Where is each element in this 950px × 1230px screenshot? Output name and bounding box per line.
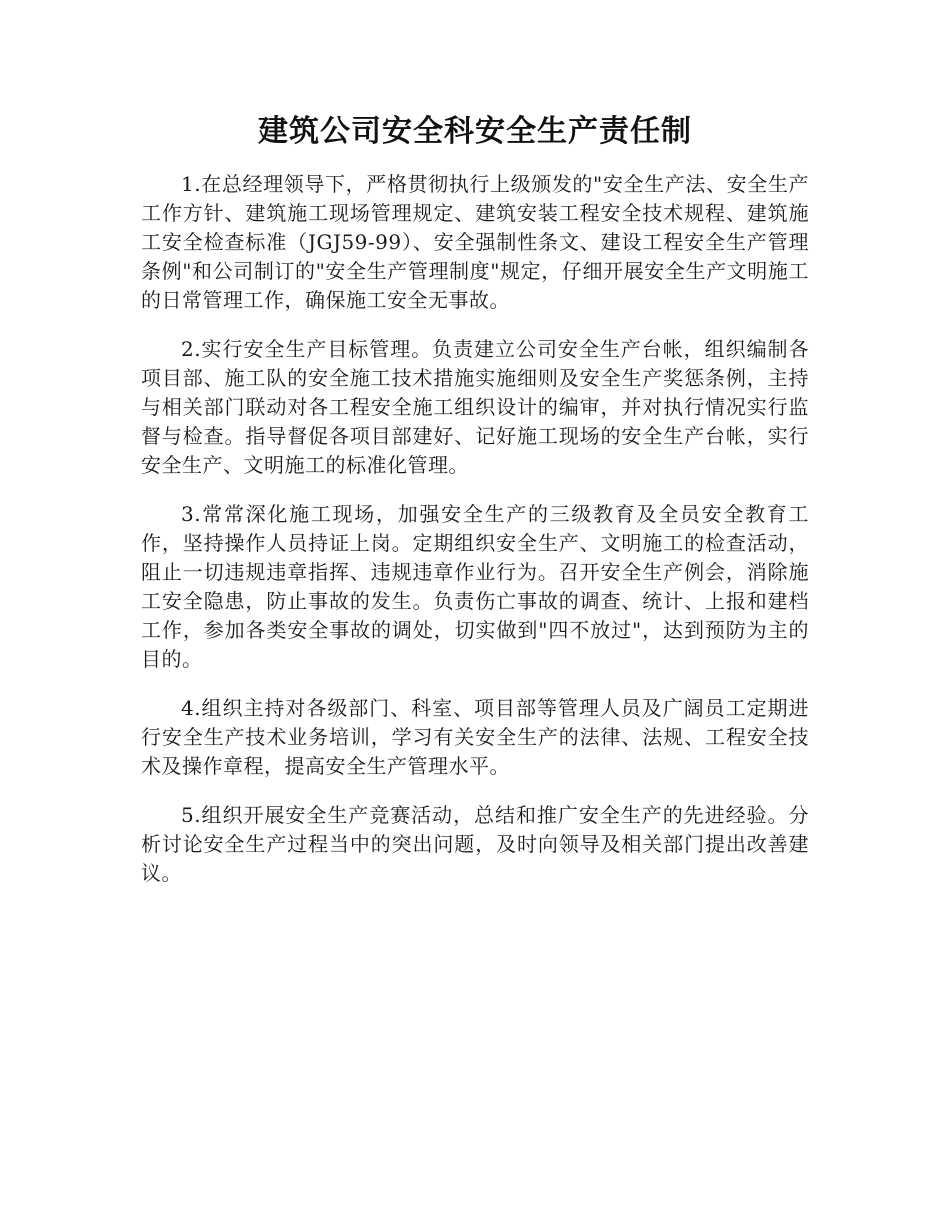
- paragraph-5: 5.组织开展安全生产竞赛活动，总结和推广安全生产的先进经验。分析讨论安全生产过程当中的突出问题，及时向领导及相关部门提出改善建议。: [141, 803, 809, 885]
- paragraph-3: 3.常常深化施工现场，加强安全生产的三级教育及全员安全教育工作，坚持操作人员持证上岗。定期组织安全生产、文明施工的检查活动，阻止一切违规违章指挥、违规违章作业行为。召开安全生产例会，消除施工安全隐患，防止事故的发生。负责伤亡事故的调查、统计、上报和建档工作，参加各类安全事故的调处，切实做到"四不放过"，达到预防为主的目的。: [141, 502, 809, 671]
- paragraph-1: 1.在总经理领导下，严格贯彻执行上级颁发的"安全生产法、安全生产工作方针、建筑施工现场管理规定、建筑安装工程安全技术规程、建筑施工安全检查标准（JGJ59-99）、安全强制性条文、建设工程安全生产管理条例"和公司制订的"安全生产管理制度"规定，仔细开展安全生产文明施工的日常管理工作，确保施工安全无事故。: [141, 172, 809, 312]
- paragraph-2: 2.实行安全生产目标管理。负责建立公司安全生产台帐，组织编制各项目部、施工队的安全施工技术措施实施细则及安全生产奖惩条例，主持与相关部门联动对各工程安全施工组织设计的编审，并对执行情况实行监督与检查。指导督促各项目部建好、记好施工现场的安全生产台帐，实行安全生产、文明施工的标准化管理。: [141, 337, 809, 477]
- document-title: 建筑公司安全科安全生产责任制: [258, 114, 692, 149]
- paragraph-4: 4.组织主持对各级部门、科室、项目部等管理人员及广阔员工定期进行安全生产技术业务培训，学习有关安全生产的法律、法规、工程安全技术及操作章程，提高安全生产管理水平。: [141, 696, 809, 778]
